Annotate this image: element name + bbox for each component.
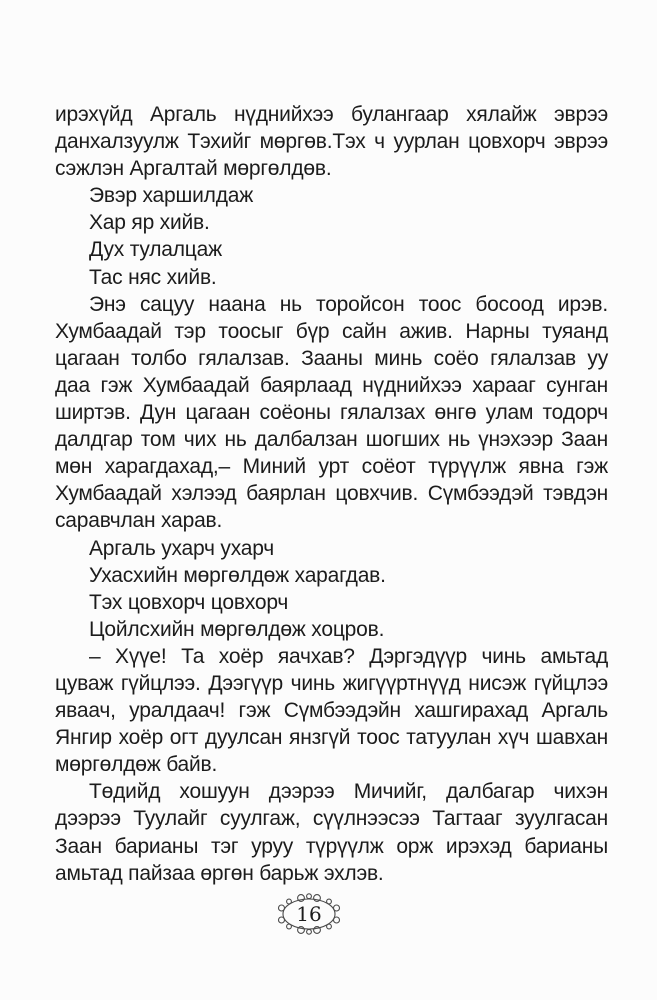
text-line: Цойлсхийн мөргөлдөж хоцров. <box>89 617 385 641</box>
text-line: ширтэв. Дун цагаан соёоны гялалзах өнгө улам тодорч <box>55 401 608 425</box>
page-number: 16 <box>295 902 322 926</box>
text-line: – Хүүе! Та хоёр яачхав? Дэргэдүүр чинь амьтад <box>89 644 608 668</box>
text-line: амьтад пайзаа өргөн барьж эхлэв. <box>55 861 384 885</box>
text-line: данхалзуулж Тэхийг мөргөв.Тэх ч уурлан цовхорч эврээ <box>55 130 608 154</box>
text-line: даа гэж Хумбаадай баярлаад нүднийхээ харааг сунган <box>55 373 608 397</box>
text-line: сэжлэн Аргалтай мөргөлдөв. <box>55 157 332 181</box>
text-line: цуваж гүйцлээ. Дээгүүр чинь жигүүртнүүд нисэж гүйцлээ <box>55 671 608 695</box>
text-line: Хумбаадай тэр тоосыг бүр сайн ажив. Нарны туяанд <box>55 319 608 343</box>
text-block <box>55 101 608 887</box>
text-line: Хумбаадай хэлээд баярлан цовхчив. Сүмбээдэй тэвдэн <box>55 482 608 506</box>
text-line: Ухасхийн мөргөлдөж харагдав. <box>89 563 386 587</box>
text-line: Төдийд хошуун дээрээ Мичийг, далбагар чихэн <box>89 780 608 804</box>
text-line: далдгар том чих нь далбалзан шогших нь үнэхээр Заан <box>55 428 608 452</box>
text-line: Тас няс хийв. <box>89 265 217 289</box>
text-line: мөн харагдахад,– Миний урт соёот түрүүлж явна гэж <box>55 455 608 479</box>
text-line: цагаан толбо гялалзав. Зааны минь соёо гялалзав уу <box>55 346 608 370</box>
text-line: Аргаль ухарч ухарч <box>89 536 275 560</box>
text-line: Хар яр хийв. <box>89 211 210 235</box>
text-line: Заан барианы тэг уруу түрүүлж орж ирэхэд барианы <box>55 834 608 858</box>
text-line: дээрээ Туулайг суулгаж, сүүлнээсээ Тагтааг зуулгасан <box>55 807 608 831</box>
text-line: ирэхүйд Аргаль нүднийхээ булангаар хялайж эврээ <box>55 103 608 126</box>
text-line: яваач, уралдаач! гэж Сүмбээдэйн хашгирахад Аргаль <box>55 699 608 723</box>
text-line: Тэх цовхорч цовхорч <box>89 590 289 614</box>
text-line: Янгир хоёр огт дуулсан янзгүй тоос татуулан хүч шавхан <box>55 726 608 750</box>
text-line: саравчлан харав. <box>55 509 223 533</box>
text-line: Дух тулалцаж <box>89 238 222 262</box>
text-line: Эвэр харшилдаж <box>89 184 254 208</box>
text-line: мөргөлдөж байв. <box>55 753 218 777</box>
ornament-flourish-icon <box>274 891 344 937</box>
page-number-ornament <box>274 891 344 937</box>
text-line: Энэ сацуу наана нь торойсон тоос босоод ирэв. <box>89 292 608 316</box>
